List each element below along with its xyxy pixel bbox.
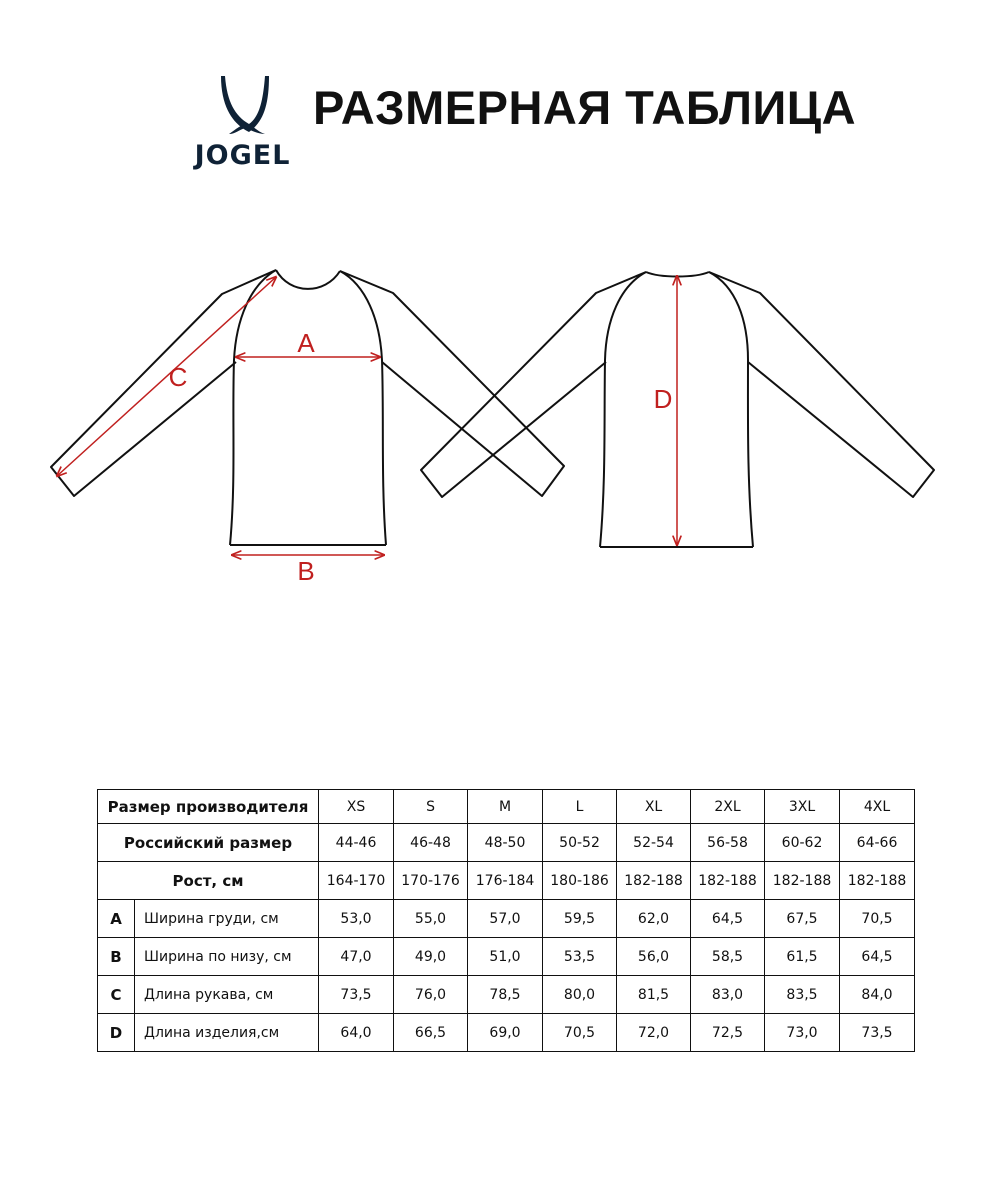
measure-value: 66,5 bbox=[394, 1014, 468, 1052]
measure-value: 67,5 bbox=[765, 900, 840, 938]
measure-value: 51,0 bbox=[468, 938, 543, 976]
measure-value: 70,5 bbox=[840, 900, 915, 938]
measure-value: 64,0 bbox=[319, 1014, 394, 1052]
russian-size-row bbox=[98, 824, 915, 862]
height-cell: 182-188 bbox=[765, 862, 840, 900]
measure-letter: B bbox=[98, 938, 135, 976]
measure-label: Ширина по низу, см bbox=[135, 938, 319, 976]
manufacturer-size-row bbox=[98, 790, 915, 824]
measure-value: 61,5 bbox=[765, 938, 840, 976]
measure-value: 64,5 bbox=[691, 900, 765, 938]
measure-value: 49,0 bbox=[394, 938, 468, 976]
size-cell: S bbox=[394, 790, 468, 824]
measure-letter: A bbox=[98, 900, 135, 938]
russian-size-cell: 64-66 bbox=[840, 824, 915, 862]
measure-letter: C bbox=[98, 976, 135, 1014]
dimension-b-label: B bbox=[297, 556, 315, 586]
measure-value: 76,0 bbox=[394, 976, 468, 1014]
measure-value: 80,0 bbox=[543, 976, 617, 1014]
measure-value: 47,0 bbox=[319, 938, 394, 976]
height-cell: 176-184 bbox=[468, 862, 543, 900]
measure-label: Ширина груди, см bbox=[135, 900, 319, 938]
measure-value: 55,0 bbox=[394, 900, 468, 938]
measure-value: 58,5 bbox=[691, 938, 765, 976]
size-cell: XS bbox=[319, 790, 394, 824]
height-cell: 182-188 bbox=[691, 862, 765, 900]
measure-value: 53,5 bbox=[543, 938, 617, 976]
measure-value: 56,0 bbox=[617, 938, 691, 976]
russian-size-cell: 50-52 bbox=[543, 824, 617, 862]
height-cell: 164-170 bbox=[319, 862, 394, 900]
size-cell: 2XL bbox=[691, 790, 765, 824]
measure-row-d bbox=[98, 1014, 915, 1052]
dimension-c-label: C bbox=[168, 362, 188, 392]
height-cell: 170-176 bbox=[394, 862, 468, 900]
size-table bbox=[97, 789, 915, 1052]
size-cell: M bbox=[468, 790, 543, 824]
measure-value: 59,5 bbox=[543, 900, 617, 938]
size-cell: XL bbox=[617, 790, 691, 824]
measure-value: 72,0 bbox=[617, 1014, 691, 1052]
measure-value: 81,5 bbox=[617, 976, 691, 1014]
size-cell: L bbox=[543, 790, 617, 824]
page-title: РАЗМЕРНАЯ ТАБЛИЦА bbox=[313, 81, 857, 134]
measure-value: 83,5 bbox=[765, 976, 840, 1014]
measure-value: 73,5 bbox=[319, 976, 394, 1014]
measure-value: 84,0 bbox=[840, 976, 915, 1014]
measure-value: 70,5 bbox=[543, 1014, 617, 1052]
russian-size-cell: 44-46 bbox=[319, 824, 394, 862]
height-row bbox=[98, 862, 915, 900]
measure-row-c bbox=[98, 976, 915, 1014]
dimension-c-arrow bbox=[57, 277, 276, 476]
measure-value: 78,5 bbox=[468, 976, 543, 1014]
russian-size-cell: 60-62 bbox=[765, 824, 840, 862]
russian-size-label: Российский размер bbox=[98, 824, 319, 862]
height-label: Рост, см bbox=[98, 862, 319, 900]
measure-value: 73,0 bbox=[765, 1014, 840, 1052]
measure-label: Длина изделия,см bbox=[135, 1014, 319, 1052]
measure-value: 69,0 bbox=[468, 1014, 543, 1052]
manufacturer-size-label: Размер производителя bbox=[98, 790, 319, 824]
measure-row-b bbox=[98, 938, 915, 976]
front-shirt bbox=[51, 270, 564, 545]
measure-value: 53,0 bbox=[319, 900, 394, 938]
russian-size-cell: 56-58 bbox=[691, 824, 765, 862]
dimension-d-label: D bbox=[653, 384, 673, 414]
garment-diagram bbox=[0, 250, 1000, 590]
brand-name: JOGEL bbox=[194, 140, 291, 171]
measure-row-a bbox=[98, 900, 915, 938]
measure-value: 62,0 bbox=[617, 900, 691, 938]
measure-label: Длина рукава, см bbox=[135, 976, 319, 1014]
dimension-a-label: A bbox=[297, 328, 315, 358]
height-cell: 182-188 bbox=[617, 862, 691, 900]
measure-letter: D bbox=[98, 1014, 135, 1052]
measure-value: 83,0 bbox=[691, 976, 765, 1014]
size-cell: 4XL bbox=[840, 790, 915, 824]
measure-value: 72,5 bbox=[691, 1014, 765, 1052]
russian-size-cell: 46-48 bbox=[394, 824, 468, 862]
measure-value: 64,5 bbox=[840, 938, 915, 976]
russian-size-cell: 52-54 bbox=[617, 824, 691, 862]
measure-value: 73,5 bbox=[840, 1014, 915, 1052]
height-cell: 182-188 bbox=[840, 862, 915, 900]
height-cell: 180-186 bbox=[543, 862, 617, 900]
size-cell: 3XL bbox=[765, 790, 840, 824]
measure-value: 57,0 bbox=[468, 900, 543, 938]
russian-size-cell: 48-50 bbox=[468, 824, 543, 862]
